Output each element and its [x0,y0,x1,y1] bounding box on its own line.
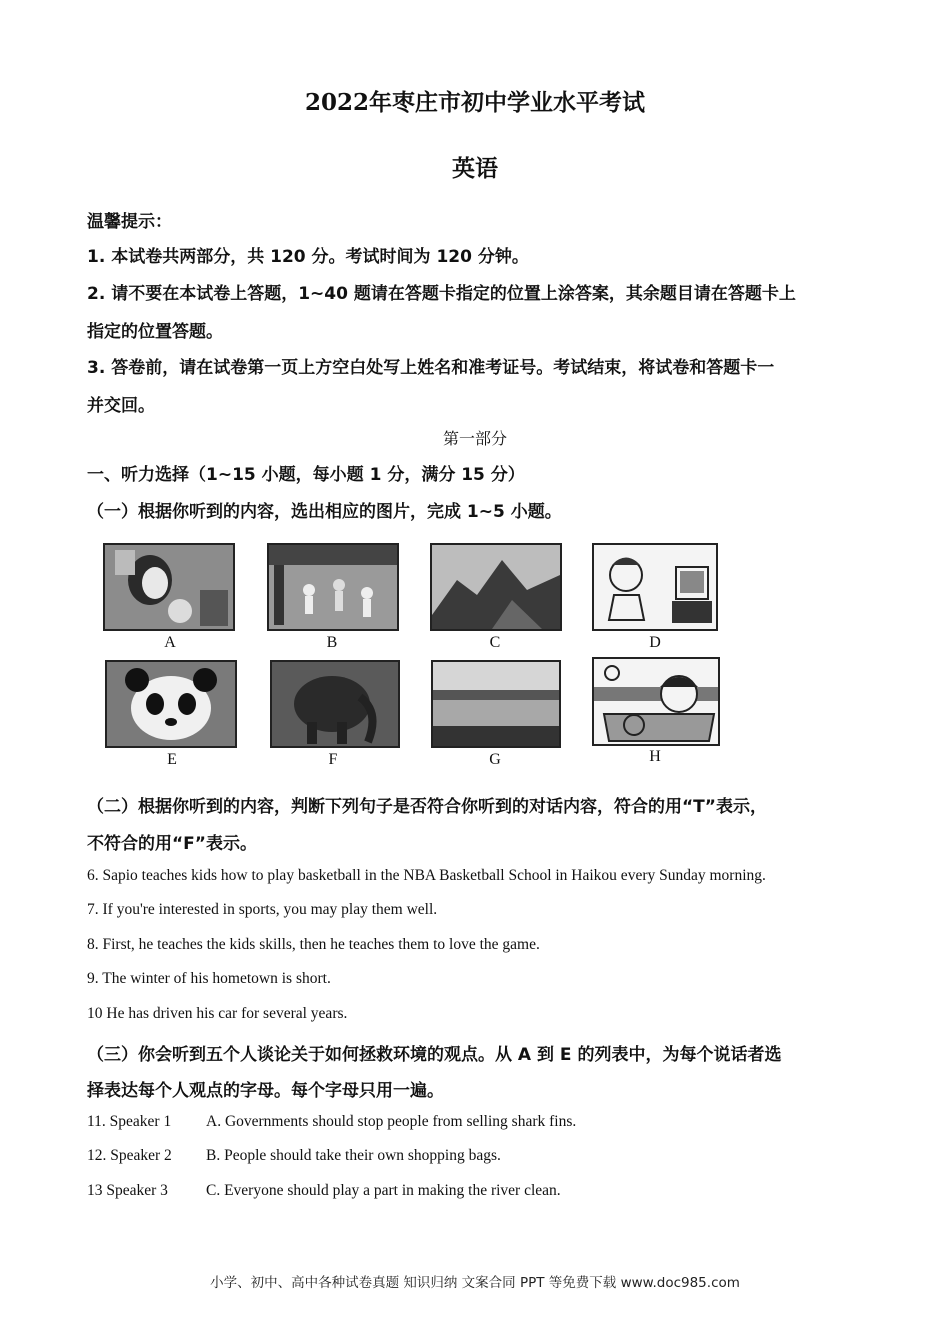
question-6: 6. Sapio teaches kids how to play basketball in the NBA Basketball School in Haikou every Sunday morning. [87,867,766,884]
picture-label-b: B [326,634,338,651]
speaker-row-2 [87,1147,172,1165]
question-8: 8. First, he teaches the kids skills, then he teaches them to love the game. [87,936,540,953]
speaker-number: 12. Speaker 2 [87,1147,172,1164]
section1-sub3-line-2: 择表达每个人观点的字母。每个字母只用一遍。 [87,1081,444,1101]
question-9: 9. The winter of his hometown is short. [87,970,331,987]
speaker-option-c: C. Everyone should play a part in making the river clean. [206,1182,561,1199]
tip-2-line-2: 指定的位置答题。 [87,322,223,342]
section1-heading: 一、听力选择（1~15 小题，每小题 1 分，满分 15 分） [87,465,525,485]
picture-label-d: D [649,634,661,651]
page-footer: 小学、初中、高中各种试卷真题 知识归纳 文案合同 PPT 等免费下载 www.doc985.com [210,1275,740,1291]
tips-heading: 温馨提示： [87,212,172,232]
street-dancers-photo [269,545,397,629]
tip-3-line-2: 并交回。 [87,396,155,416]
speaker-number: 13 Speaker 3 [87,1182,168,1199]
speaker-option-b: B. People should take their own shopping bags. [206,1147,501,1164]
picture-label-c: C [489,634,501,651]
lake-shore-photo [433,662,559,746]
exam-title: 2022年枣庄市初中学业水平考试 [304,89,645,116]
woman-with-child-photo [105,545,233,629]
picture-c [430,543,562,631]
part-title: 第一部分 [442,429,507,448]
section1-sub2-line-1: （二）根据你听到的内容，判断下列句子是否符合你听到的对话内容，符合的用“T”表示， [87,797,767,817]
mountain-landscape-photo [432,545,560,629]
picture-label-g: G [489,751,501,768]
question-7: 7. If you're interested in sports, you may play them well. [87,901,438,918]
boy-watching-tv-drawing [594,545,716,629]
section1-sub2-line-2: 不符合的用“F”表示。 [87,834,257,854]
speaker-row-1 [87,1113,171,1131]
picture-g [431,660,561,748]
tip-3-line-1: 3. 答卷前，请在试卷第一页上方空白处写上姓名和准考证号。考试结束，将试卷和答题卡一 [87,358,775,378]
picture-label-a: A [164,634,176,651]
question-10: 10 He has driven his car for several years. [87,1005,348,1022]
picture-a [103,543,235,631]
picture-f [270,660,400,748]
speaker-row-3 [87,1182,168,1200]
picture-b [267,543,399,631]
boy-driving-car-drawing [594,659,718,744]
picture-label-e: E [167,751,177,768]
picture-h [592,657,720,746]
picture-e [105,660,237,748]
picture-label-f: F [328,751,338,768]
section1-sub1: （一）根据你听到的内容，选出相应的图片，完成 1~5 小题。 [87,502,562,522]
picture-d [592,543,718,631]
elephant-photo [272,662,398,746]
section1-sub3-line-1: （三）你会听到五个人谈论关于如何拯救环境的观点。从 A 到 E 的列表中，为每个说话者选 [87,1045,782,1065]
tip-2-line-1: 2. 请不要在本试卷上答题，1~40 题请在答题卡指定的位置上涂答案，其余题目请在答题卡上 [87,284,796,304]
subject-title: 英语 [452,155,498,182]
speaker-option-a: A. Governments should stop people from selling shark fins. [206,1113,577,1130]
panda-photo [107,662,235,746]
speaker-number: 11. Speaker 1 [87,1113,172,1130]
tip-1: 1. 本试卷共两部分，共 120 分。考试时间为 120 分钟。 [87,247,529,267]
picture-label-h: H [649,748,661,765]
